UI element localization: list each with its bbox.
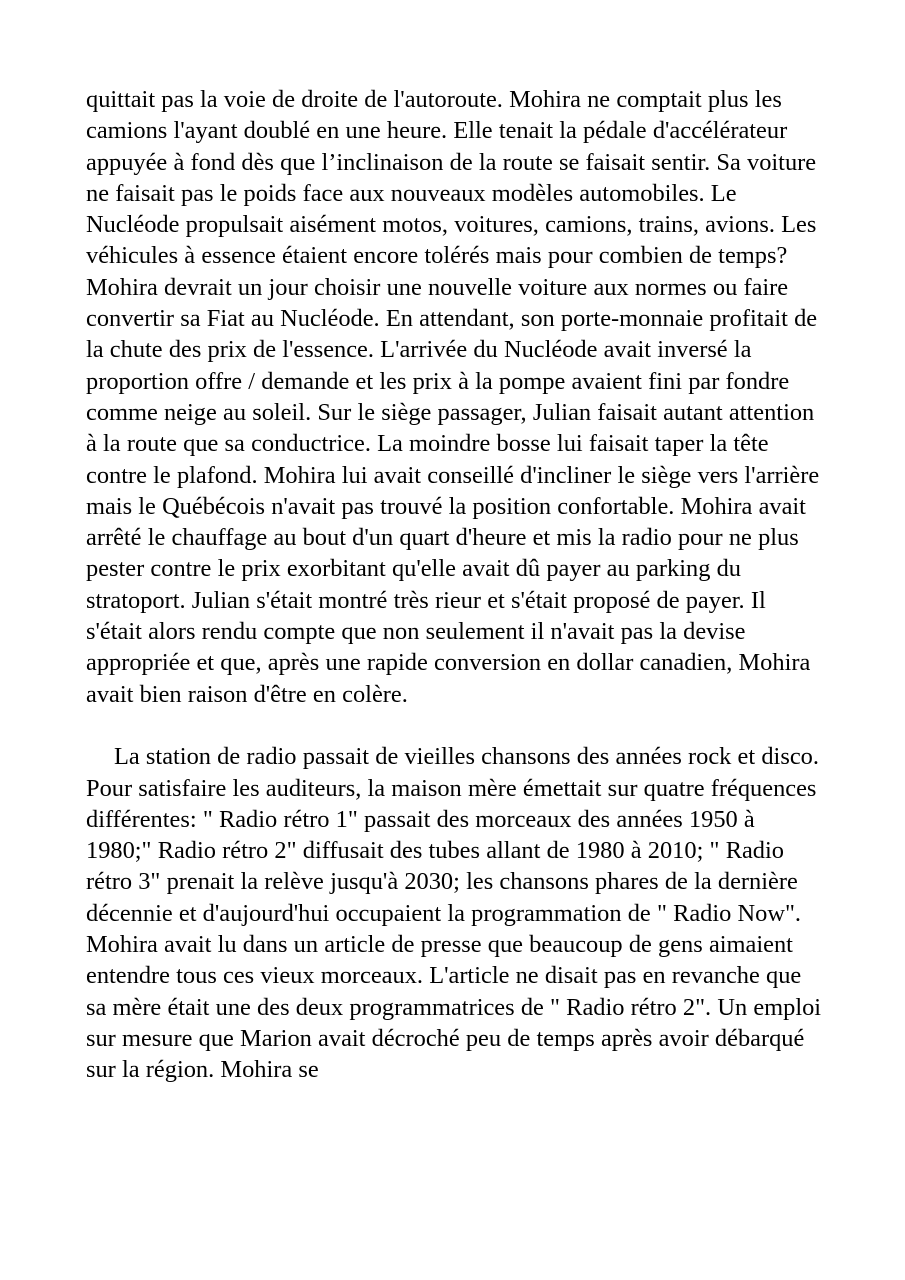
body-text-column (86, 84, 822, 1086)
body-paragraph-2: La station de radio passait de vieilles chansons des années rock et disco. Pour satisfaire les auditeurs, la maison mère émettait sur quatre fréquences différentes: " Radio rétro 1" passait des morceaux des années 1950 à 1980;" Radio rétro 2" diffusait des tubes allant de 1980 à 2010; " Radio rétro 3" prenait la relève jusqu'à 2030; les chansons phares de la dernière décennie et d'aujourd'hui occupaient la programmation de " Radio Now". Mohira avait lu dans un article de presse que beaucoup de gens aimaient entendre tous ces vieux morceaux. L'article ne disait pas en revanche que sa mère était une des deux programmatrices de " Radio rétro 2". Un emploi sur mesure que Marion avait décroché peu de temps après avoir débarqué sur la région. Mohira se (86, 743, 822, 1084)
body-paragraph-1: quittait pas la voie de droite de l'autoroute. Mohira ne comptait plus les camions l'ayant doublé en une heure. Elle tenait la pédale d'accélérateur appuyée à fond dès que l’inclinaison de la route se faisait sentir. Sa voiture ne faisait pas le poids face aux nouveaux modèles automobiles. Le Nucléode propulsait aisément motos, voitures, camions, trains, avions. Les véhicules à essence étaient encore tolérés mais pour combien de temps? Mohira devrait un jour choisir une nouvelle voiture aux normes ou faire convertir sa Fiat au Nucléode. En attendant, son porte-monnaie profitait de la chute des prix de l'essence. L'arrivée du Nucléode avait inversé la proportion offre / demande et les prix à la pompe avaient fini par fondre comme neige au soleil. Sur le siège passager, Julian faisait autant attention à la route que sa conductrice. La moindre bosse lui faisait taper la tête contre le plafond. Mohira lui avait conseillé d'incliner le siège vers l'arrière mais le Québécois n'avait pas trouvé la position confortable. Mohira avait arrêté le chauffage au bout d'un quart d'heure et mis la radio pour ne plus pester contre le prix exorbitant qu'elle avait dû payer au parking du stratoport. Julian s'était montré très rieur et s'était proposé de payer. Il s'était alors rendu compte que non seulement il n'avait pas la devise appropriée et que, après une rapide conversion en dollar canadien, Mohira avait bien raison d'être en colère. (86, 86, 820, 708)
